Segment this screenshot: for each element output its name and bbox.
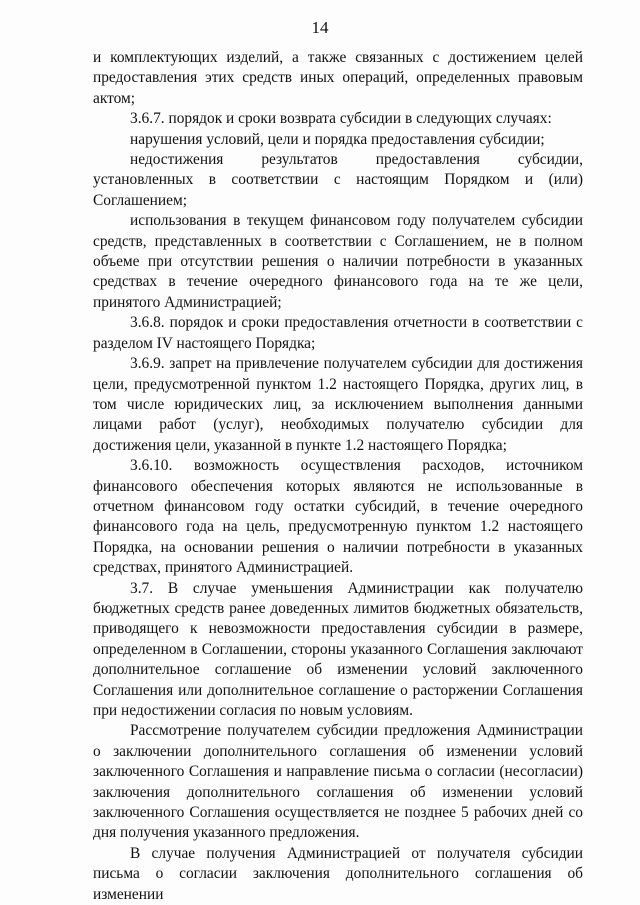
- page-number: 14: [311, 18, 329, 37]
- paragraph: 3.6.10. возможность осуществления расходов, источником финансового обеспечения которых являются не использованные в отчетном финансовом году остатки субсидий, в течение очередного финансового года на цель, предусмотренную пунктом 1.2 настоящего Порядка, на основании решения о наличии потребности в указанных средствах, принятого Администрацией.: [93, 457, 583, 577]
- paragraph: 3.7. В случае уменьшения Администрации как получателю бюджетных средств ранее доведенных лимитов бюджетных обязательств, приводящего к невозможности предоставления субсидии в размере, определенном в Соглашении, стороны указанного Соглашения заключают дополнительное соглашение об изменении условий заключенного Соглашения или дополнительное соглашение о расторжении Соглашения при недостижении согласия по новым условиям.: [93, 579, 583, 719]
- paragraph: 3.6.7. порядок и сроки возврата субсидии в следующих случаях:: [130, 110, 552, 128]
- paragraph: Рассмотрение получателем субсидии предложения Администрации о заключении дополнительного соглашения об изменении условий заключенного Соглашения и направление письма о согласии (несогласии) заключения дополнительного соглашения об изменении условий заключенного Соглашения осуществляется не позднее 5 рабочих дней со дня получения указанного предложения.: [93, 722, 583, 842]
- paragraph: В случае получения Администрацией от получателя субсидии письма о согласии заключения дополнительного соглашения об изменении: [93, 844, 583, 903]
- page-body: [93, 48, 583, 905]
- paragraph: 3.6.8. порядок и сроки предоставления отчетности в соответствии с разделом IV настоящего Порядка;: [93, 314, 583, 352]
- paragraph: недостижения результатов предоставления субсидии, установленных в соответствии с настоящим Порядком и (или) Соглашением;: [93, 151, 583, 209]
- paragraph: использования в текущем финансовом году получателем субсидии средств, представленных в соответствии с Соглашением, не в полном объеме при отсутствии решения о наличии потребности в указанных средствах в течение очередного финансового года на те же цели, принятого Администрацией;: [93, 212, 583, 311]
- paragraph: нарушения условий, цели и порядка предоставления субсидии;: [130, 130, 545, 148]
- paragraph: и комплектующих изделий, а также связанных с достижением целей предоставления этих средств иных операций, определенных правовым актом;: [93, 49, 583, 107]
- paragraph: 3.6.9. запрет на привлечение получателем субсидии для достижения цели, предусмотренной пунктом 1.2 настоящего Порядка, других лиц, в том числе юридических лиц, за исключением выполнения данными лицами работ (услуг), необходимых получателю субсидии для достижения цели, указанной в пункте 1.2 настоящего Порядка;: [93, 355, 583, 454]
